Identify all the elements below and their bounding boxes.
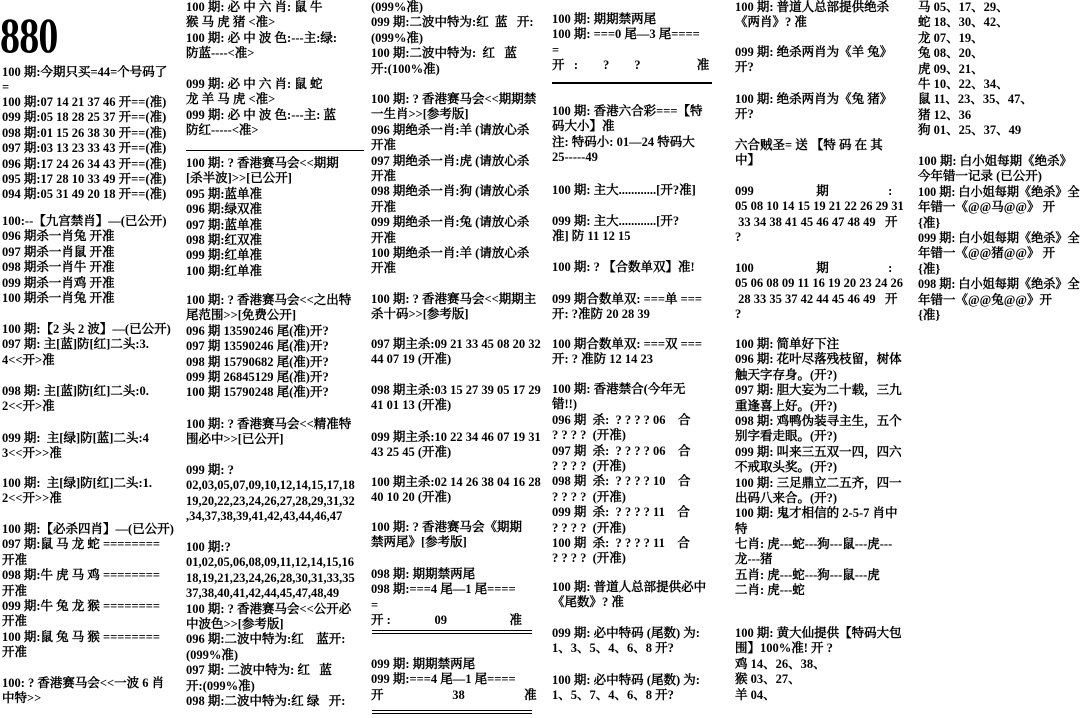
text-line: 19,20,22,23,24,26,27,28,29,31,32 <box>186 493 355 508</box>
text-line: 防蓝----<准> <box>186 46 255 61</box>
text-block <box>371 657 545 703</box>
text-line: 099 期: 主[绿]防[蓝]二头:4 <box>2 431 149 445</box>
text-line: 鸡 14、26、38、 <box>735 656 826 671</box>
text-line: {准} <box>918 215 941 230</box>
text-block <box>2 476 178 507</box>
text-block <box>552 337 724 368</box>
text-line: 095 期:17 28 10 33 49 开==(准) <box>2 171 167 186</box>
text-line: 097 期主杀:09 21 33 45 08 20 32 <box>371 337 541 351</box>
text-line: 100 期: ? 【合数单双】准! <box>552 260 695 274</box>
text-line: 100 期绝杀一肖:羊 (请放心杀 <box>371 245 530 260</box>
text-line: 开准 <box>371 138 397 153</box>
text-block <box>918 0 1080 139</box>
text-line: 096 期:绿双准 <box>186 202 263 217</box>
text-line: 100 期: 必 中 六 肖: 鼠 牛 <box>186 0 323 14</box>
text-block <box>186 463 364 525</box>
text-line: 100 期: 绝杀两肖为《兔 猪》 <box>735 92 893 106</box>
text-line: 围】100%准! 开 ? <box>735 641 833 656</box>
text-line: 六合贼圣= 送 【特 码 在 其 <box>735 138 883 152</box>
text-line: 099 期 26845129 尾(准)开? <box>186 369 329 384</box>
text-line: 097 期绝杀一肖:虎 (请放心杀 <box>371 153 530 168</box>
text-block <box>371 383 545 414</box>
column-5 <box>735 0 907 718</box>
text-line: 开:(100%准) <box>371 61 440 76</box>
text-line: 准] 防 11 12 15 <box>552 229 631 244</box>
text-line: 098 期:01 15 26 38 30 开==(准) <box>2 125 167 140</box>
text-line: 中】 <box>735 153 761 168</box>
text-block <box>371 292 545 323</box>
text-line: 096 期:二波中特为:红 蓝开: <box>186 632 346 647</box>
text-line: 097 期 13590246 尾(准)开? <box>186 339 329 354</box>
text-line: 开 : ? ? 准 <box>552 58 710 73</box>
text-line: 097 期杀一肖鼠 开准 <box>2 244 115 259</box>
text-line: 开准 <box>2 614 28 629</box>
text-line: 099 期杀一肖鸡 开准 <box>2 275 115 290</box>
text-block <box>371 430 545 461</box>
text-line: 097 期:鼠 马 龙 蛇 ======== <box>2 537 161 552</box>
text-line: 1、3、5、4、6、8 开? <box>552 641 674 656</box>
text-line: 099 期: 叫来三五双一四，四六 <box>735 444 902 459</box>
text-line: 开准 <box>2 583 28 598</box>
text-line: 注: 特码小: 01—24 特码大 <box>552 134 695 149</box>
text-line: 100 期:今期只买=44=个号码了 <box>2 65 168 79</box>
text-line: 100 期: 必中特码 (尾数) 为: <box>552 673 700 687</box>
text-line: 100 期: 黄大仙提供【特码大包 <box>735 626 902 640</box>
text-line: 100 期:二波中特为: 红 蓝 <box>371 46 517 61</box>
text-line: 097 期:03 13 23 33 43 开==(准) <box>2 141 167 156</box>
text-block <box>2 95 178 203</box>
text-block <box>552 214 724 245</box>
text-line: {准} <box>918 307 941 322</box>
text-line: 年错一《@@兔@@》开 <box>918 292 1053 307</box>
text-line: 100 期: 期期禁两尾 <box>552 12 657 26</box>
text-line: 100 期: 三足鼎立二五齐，四一 <box>735 475 902 490</box>
text-line: 100 期: ===0 尾—3 尾==== <box>552 27 700 42</box>
text-line: 100 期: ? 香港赛马会<<期期 <box>186 156 339 170</box>
text-line: 100 期: 普道人总部提供绝杀 <box>735 0 890 14</box>
text-line: 094 期:05 31 49 20 18 开==(准) <box>2 187 167 202</box>
text-line: 鼠 11、23、35、47、 <box>918 92 1033 107</box>
text-block <box>2 676 178 707</box>
text-block <box>371 520 545 551</box>
text-line: 098 期:===4 尾—1 尾==== <box>371 582 516 597</box>
text-line: ,34,37,38,39,41,42,43,44,46,47 <box>186 509 343 524</box>
text-line: 099 期: 白小姐每期《绝杀》全 <box>918 230 1080 245</box>
text-block <box>735 138 907 169</box>
column-6 <box>918 0 1080 718</box>
text-line: 开 38 准 <box>371 687 537 702</box>
text-line: 099 期:===4 尾—1 尾==== <box>371 672 516 687</box>
text-line: 开:(099%准) <box>186 678 255 693</box>
text-line: 今年错一记录 (已公开) <box>918 169 1042 184</box>
text-line: 098 期: 期期禁两尾 <box>371 567 476 581</box>
text-line: (099%准) <box>186 647 239 662</box>
text-line: 羊 04、 <box>735 687 776 702</box>
text-line: 099 期主杀:10 22 34 46 07 19 31 <box>371 430 541 444</box>
text-line: = <box>2 80 10 95</box>
text-line: 触天字存身。(开?) <box>735 367 838 382</box>
text-block <box>2 322 178 368</box>
text-line: 开准 <box>371 261 397 276</box>
text-block <box>552 292 724 323</box>
text-line: 097 期: 胆大妄为二十载，三九 <box>735 383 902 398</box>
text-line: 开? <box>735 107 754 122</box>
text-line: 别字看走眼。(开?) <box>735 429 838 444</box>
text-line: 开准 <box>2 645 28 660</box>
text-block <box>186 293 364 401</box>
text-line: 100 期主杀:02 14 26 38 04 16 28 <box>371 475 541 489</box>
text-line: 马 05、17、29、 <box>918 0 1009 14</box>
text-block <box>735 184 907 246</box>
text-block <box>2 522 178 661</box>
text-line: ? ? ? ? (开准) <box>552 551 626 566</box>
text-block <box>552 12 724 74</box>
text-line: 100 期 杀: ? ? ? ? 11 合 <box>552 535 690 550</box>
text-line: 100 期: ? 香港赛马会<<期期禁 <box>371 92 537 106</box>
text-line: 100 期:? <box>186 540 231 554</box>
text-block <box>371 475 545 506</box>
text-block <box>186 0 364 62</box>
text-line: 100 期: 鬼才相信的 2-5-7 肖中 <box>735 506 898 521</box>
text-line: 099 期: 必 中 六 肖: 鼠 蛇 <box>186 77 323 91</box>
text-line: 098 期杀一肖牛 开准 <box>2 260 115 275</box>
text-block <box>552 260 724 275</box>
text-line: 《两肖》? 准 <box>735 15 807 30</box>
text-line: 43 25 45 (开准) <box>371 445 452 460</box>
text-line: ? ? ? ? (开准) <box>552 520 626 535</box>
text-line: 098 期:二波中特为:红 绿 开: <box>186 693 346 708</box>
divider-line <box>552 82 712 84</box>
text-line: 099 期:二波中特为:红 蓝 开: <box>371 15 534 30</box>
text-line: 猴 马 虎 猪 <准> <box>186 15 276 30</box>
text-line: 100 期: ? 香港赛马会<<期期主 <box>371 292 537 306</box>
text-line: 100 期 : <box>735 261 893 275</box>
text-line: 099 期合数单双: ===单 === <box>552 292 703 306</box>
text-line: 097 期: 二波中特为: 红 蓝 <box>186 663 332 678</box>
text-line: ? ? ? ? (开准) <box>552 489 626 504</box>
text-line: 44 07 19 (开准) <box>371 352 452 367</box>
text-line: {准} <box>918 261 941 276</box>
text-line: 重逢喜上好。(开?) <box>735 398 838 413</box>
text-line: 100 期:【2 头 2 波】—(已公开) <box>2 322 171 336</box>
text-block <box>186 77 364 139</box>
text-line: 02,03,05,07,09,10,12,14,15,17,18 <box>186 478 355 493</box>
text-line: 防红-----<准> <box>186 123 259 138</box>
text-line: 099 期: 必 中 波 色:---主: 蓝 <box>186 107 336 122</box>
text-line: 095 期:蓝单准 <box>186 186 263 201</box>
text-block <box>552 183 724 198</box>
text-line: 100 期: 白小姐每期《绝杀》 <box>918 154 1073 168</box>
text-line: 37,38,40,41,42,44,45,47,48,49 <box>186 586 340 601</box>
column-1 <box>2 0 178 718</box>
text-line: 狗 01、25、37、49 <box>918 123 1022 138</box>
text-line: 年错一《@@马@@》 开 <box>918 200 1056 215</box>
text-line: 100 期: 普道人总部提供必中 <box>552 580 707 594</box>
text-line: 100 期:【必杀四肖】—(已公开) <box>2 522 174 536</box>
text-block <box>371 92 545 277</box>
text-block <box>735 337 907 599</box>
text-line: 05 08 10 14 15 19 21 22 26 29 31 <box>735 199 904 214</box>
text-line: 100:--【九宫禁肖】—(已公开) <box>2 214 167 228</box>
text-line: 《尾数》? 准 <box>552 595 624 610</box>
text-line: 开 : 09 准 <box>371 613 523 628</box>
text-block <box>735 261 907 323</box>
text-line: 尾范围>>[免费公开] <box>186 308 297 323</box>
text-line: 098 期 15790682 尾(准)开? <box>186 354 329 369</box>
text-block <box>186 156 364 279</box>
text-line: 100 期杀一肖兔 开准 <box>2 290 115 305</box>
text-block <box>371 567 545 629</box>
text-block <box>552 580 724 611</box>
text-line: ? ? ? ? (开准) <box>552 428 626 443</box>
text-line: 不戒取头奖。(开?) <box>735 460 838 475</box>
text-line: 099 期: 主大............[开? <box>552 214 680 228</box>
text-line: 七肖: 虎---蛇---狗---鼠---虎--- <box>735 537 893 552</box>
column-2 <box>186 0 364 718</box>
text-line: (099%准) <box>371 0 424 14</box>
text-line: 099 期: 绝杀两肖为《羊 兔》 <box>735 45 893 59</box>
text-line: ? <box>735 307 742 322</box>
text-line: 099 期:红单准 <box>186 248 263 263</box>
text-block <box>735 626 907 703</box>
text-block <box>2 214 178 306</box>
text-line: 098 期: 鸡鸭伪装寻主生，五个 <box>735 413 902 428</box>
text-line: 猴 03、27、 <box>735 672 801 687</box>
text-line: 100 期: 主大............[开?准] <box>552 183 696 197</box>
text-block <box>552 673 724 704</box>
text-line: 100 期: 白小姐每期《绝杀》全 <box>918 184 1080 199</box>
text-line: 100 期: 香港六合彩===【特 <box>552 104 703 118</box>
text-line: 中特>> <box>2 691 42 706</box>
text-line: 098 期:牛 虎 马 鸡 ======== <box>2 568 161 583</box>
text-line: 出码八来合。(开?) <box>735 490 838 505</box>
text-block <box>2 384 178 415</box>
text-line: 蛇 18、30、42、 <box>918 15 1009 30</box>
text-line: 100 期 15790248 尾(准)开? <box>186 385 329 400</box>
text-line: 18,19,21,23,24,26,28,30,31,33,35 <box>186 570 355 585</box>
text-line: 100 期: 简单好下注 <box>735 337 840 351</box>
text-block <box>918 154 1080 323</box>
text-line: = <box>371 597 379 612</box>
text-line: 100: ? 香港赛马会<<一波 6 肖 <box>2 676 165 690</box>
text-line: 096 期杀一肖兔 开准 <box>2 229 115 244</box>
text-line: 100 期: 香港禁合(今年无 <box>552 382 686 396</box>
text-line: 二肖: 虎---蛇 <box>735 583 805 598</box>
text-line: (099%准) <box>371 30 424 45</box>
text-block <box>735 0 907 31</box>
text-line: 097 期 杀: ? ? ? ? 06 合 <box>552 443 691 458</box>
text-line: 098 期: 主[蓝]防[红]二头:0. <box>2 384 149 398</box>
text-line: 100 期: 主[绿]防[红]二头:1. <box>2 476 152 490</box>
text-line: 开: ?准防 20 28 39 <box>552 307 650 322</box>
text-line: 40 10 20 (开准) <box>371 490 452 505</box>
text-line: 100 期合数单双: ===双 === <box>552 337 703 351</box>
text-line: 五肖: 虎---蛇---狗---鼠---虎 <box>735 567 880 582</box>
text-line: 开准 <box>371 230 397 245</box>
divider-line <box>186 150 364 151</box>
text-block <box>552 104 724 166</box>
text-line: 096 期绝杀一肖:羊 (请放心杀 <box>371 122 530 137</box>
text-line: 特 <box>735 521 748 536</box>
text-line: 码大小】准 <box>552 119 615 134</box>
text-line: 100 期: ? 香港赛马会<<公开必 <box>186 601 352 616</box>
text-line: 097 期:蓝单准 <box>186 217 263 232</box>
text-line: 兔 08、20、 <box>918 46 984 61</box>
text-line: 01,02,05,06,08,09,11,12,14,15,16 <box>186 555 355 570</box>
text-line: 开准 <box>371 199 397 214</box>
text-line: 中波色>>[参考版] <box>186 616 284 631</box>
text-line: 禁两尾》[参考版] <box>371 535 467 550</box>
text-line: 围必中>>[已公开] <box>186 432 284 447</box>
text-line: 099 期 : <box>735 184 893 198</box>
text-line: 一生肖>>[参考版] <box>371 107 469 122</box>
text-line: 龙---猪 <box>735 552 773 567</box>
text-line: 2<<开>>准 <box>2 491 62 506</box>
text-line: ? <box>735 230 742 245</box>
text-line: 100 期:鼠 兔 马 猴 ======== <box>2 629 161 644</box>
text-block <box>2 65 178 96</box>
text-line: 096 期:17 24 26 34 43 开==(准) <box>2 156 167 171</box>
text-line: 098 期 杀: ? ? ? ? 10 合 <box>552 474 691 489</box>
text-block <box>552 626 724 657</box>
text-line: 100 期: ? 香港赛马会<<精准特 <box>186 417 352 431</box>
text-block <box>552 382 724 567</box>
text-line: 33 34 38 41 45 46 47 48 49 开 <box>735 214 898 229</box>
text-line: [杀半波]>>[已公开] <box>186 171 292 186</box>
text-line: 099 期: 期期禁两尾 <box>371 657 476 671</box>
text-line: 开准 <box>2 552 28 567</box>
text-line: 41 01 13 (开准) <box>371 398 452 413</box>
text-line: 虎 09、21、 <box>918 61 984 76</box>
text-line: 05 06 08 09 11 16 19 20 23 24 26 <box>735 276 904 291</box>
text-line: = <box>552 42 560 57</box>
text-line: 098 期: 白小姐每期《绝杀》全 <box>918 277 1080 292</box>
text-line: 4<<开>准 <box>2 352 55 367</box>
text-line: 099 期 杀: ? ? ? ? 11 合 <box>552 505 690 520</box>
double-divider-line <box>372 710 532 714</box>
text-line: 3<<开>>准 <box>2 446 62 461</box>
text-line: 100 期:红单准 <box>186 263 263 278</box>
text-block <box>186 417 364 448</box>
text-line: 097 期: 主[蓝]防[红]二头:3. <box>2 337 149 352</box>
text-line: 099 期: ? <box>186 463 234 477</box>
text-line: 099 期:牛 兔 龙 猴 ======== <box>2 598 161 613</box>
text-line: 096 期: 花叶尽落残枝留，树体 <box>735 352 902 367</box>
text-line: 错!!) <box>552 397 577 412</box>
text-line: 杀十码>>[参考版] <box>371 307 469 322</box>
text-line: 28 33 35 37 42 44 45 46 49 开 <box>735 291 898 306</box>
text-line: 099 期:05 18 28 25 37 开==(准) <box>2 110 167 125</box>
text-line: 098 期绝杀一肖:狗 (请放心杀 <box>371 184 530 199</box>
text-line: 1、5、7、4、6、8 开? <box>552 688 674 703</box>
column-3 <box>371 0 545 718</box>
text-block <box>735 92 907 123</box>
text-line: 098 期主杀:03 15 27 39 05 17 29 <box>371 383 541 397</box>
text-line: 25-----49 <box>552 150 598 165</box>
text-line: 096 期 杀: ? ? ? ? 06 合 <box>552 412 691 427</box>
text-line: 099 期: 必中特码 (尾数) 为: <box>552 626 700 640</box>
text-line: ? ? ? ? (开准) <box>552 458 626 473</box>
text-block <box>735 45 907 76</box>
text-line: 100 期: 必 中 波 色:---主:绿: <box>186 30 338 45</box>
text-line: 牛 10、22、34、 <box>918 76 1009 91</box>
text-block <box>371 337 545 368</box>
text-line: 099 期绝杀一肖:兔 (请放心杀 <box>371 215 530 230</box>
sheet-title: 880 <box>0 7 58 63</box>
text-line: 2<<开>准 <box>2 399 55 414</box>
text-line: 猪 12、36 <box>918 107 972 122</box>
text-line: 096 期 13590246 尾(准)开? <box>186 323 329 338</box>
text-line: 龙 羊 马 虎 <准> <box>186 92 276 107</box>
text-line: 开: ? 准防 12 14 23 <box>552 352 654 367</box>
text-line: 100 期:07 14 21 37 46 开==(准) <box>2 95 167 109</box>
text-block <box>371 0 545 77</box>
text-block <box>2 431 178 462</box>
double-divider-line <box>372 630 532 634</box>
text-line: 100 期: ? 香港赛马会<<之出特 <box>186 293 352 307</box>
text-line: 龙 07、19、 <box>918 30 984 45</box>
text-block <box>186 540 364 709</box>
text-line: 098 期:红双准 <box>186 232 263 247</box>
column-4 <box>552 0 724 718</box>
text-line: 开准 <box>371 168 397 183</box>
text-line: 开? <box>735 60 754 75</box>
text-line: 年错一《@@猪@@》 开 <box>918 246 1056 261</box>
text-line: 100 期: ? 香港赛马会《期期 <box>371 520 523 534</box>
